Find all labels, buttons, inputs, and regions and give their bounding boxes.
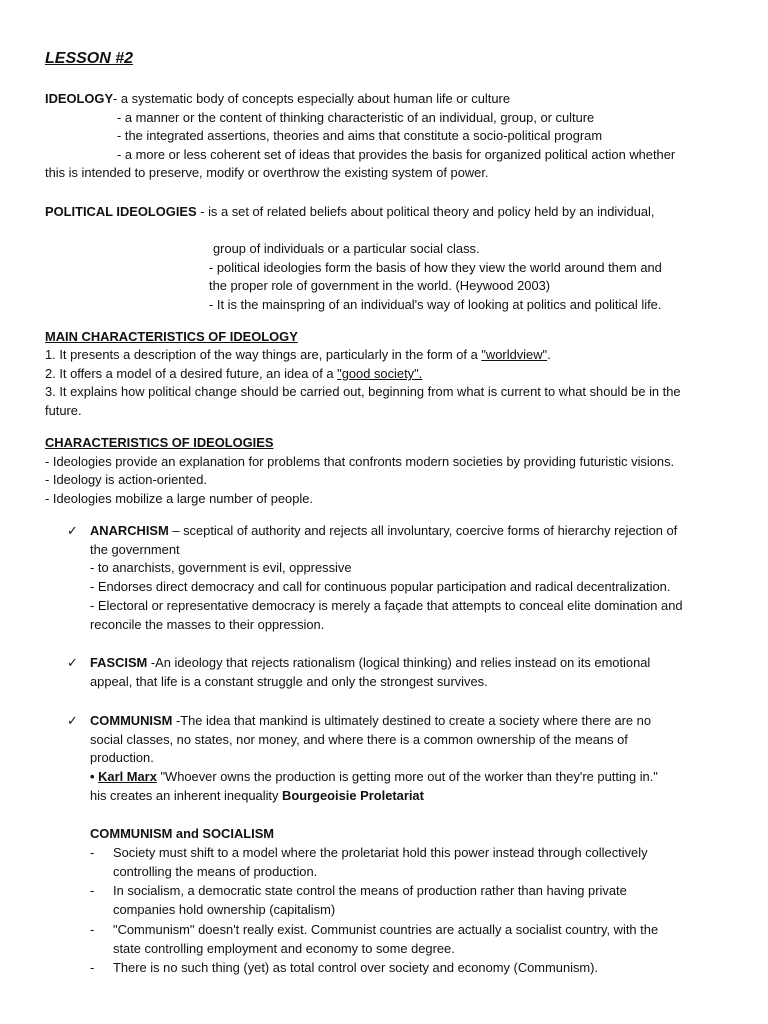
inequality-line [90, 787, 424, 806]
comm-social-item-3b: state controlling employment and economy to some degree. [113, 941, 455, 956]
anarchism-line-4a: - Electoral or representative democracy is merely a façade that attempts to conceal elite domination and [90, 598, 683, 613]
comm-social-item-2a: In socialism, a democratic state control the means of production rather than having private [113, 883, 627, 898]
main-char-1-end: . [547, 347, 551, 362]
main-char-1-text: 1. It presents a description of the way things are, particularly in the form of a [45, 347, 482, 362]
characteristics-heading: CHARACTERISTICS OF IDEOLOGIES [45, 435, 274, 450]
ideology-def-4b: this is intended to preserve, modify or overthrow the existing system of power. [45, 165, 489, 180]
communism-term: COMMUNISM [90, 713, 173, 728]
anarchism-definition [90, 522, 677, 541]
ideology-def-2: - a manner or the content of thinking characteristic of an individual, group, or culture [117, 110, 595, 125]
dash-icon: - [90, 960, 95, 975]
bourgeoisie-proletariat: Bourgeoisie Proletariat [282, 788, 424, 803]
fascism-definition [90, 654, 650, 673]
main-characteristic-3a: 3. It explains how political change should be carried out, beginning from what is current to what should be in the [45, 384, 681, 399]
communism-definition [90, 712, 651, 731]
communism-def-a: -The idea that mankind is ultimately destined to create a society where there are no [172, 713, 651, 728]
political-ideologies-line [45, 203, 655, 222]
communism-def-c: production. [90, 750, 154, 765]
fascism-term: FASCISM [90, 655, 148, 670]
fascism-def-a: -An ideology that rejects rationalism (logical thinking) and relies instead on its emotional [147, 655, 651, 670]
checkmark-icon: ✓ [67, 523, 78, 538]
anarchism-line-4b: reconcile the masses to their oppression. [90, 617, 325, 632]
ideology-def-1: - a systematic body of concepts especially about human life or culture [113, 91, 510, 106]
comm-social-item-4: There is no such thing (yet) as total control over society and economy (Communism). [113, 960, 599, 975]
main-char-2-text: 2. It offers a model of a desired future, an idea of a [45, 366, 338, 381]
anarchism-def-b: the government [90, 542, 180, 557]
lesson-title: LESSON #2 [45, 50, 134, 67]
political-def-2: group of individuals or a particular social class. [213, 241, 480, 256]
anarchism-term: ANARCHISM [90, 523, 169, 538]
comm-social-item-2b: companies hold ownership (capitalism) [113, 902, 336, 917]
ideology-def-4a: - a more or less coherent set of ideas that provides the basis for organized political action whether [117, 147, 676, 162]
dash-icon: - [90, 845, 95, 860]
characteristic-1: - Ideologies provide an explanation for problems that confronts modern societies by providing futuristic visions. [45, 454, 675, 469]
marx-quote: "Whoever owns the production is getting more out of the worker than they're putting in." [156, 769, 658, 784]
main-characteristics-heading: MAIN CHARACTERISTICS OF IDEOLOGY [45, 329, 298, 344]
inequality-text: his creates an inherent inequality [90, 788, 283, 803]
ideology-term: IDEOLOGY [45, 91, 114, 106]
main-characteristic-1 [45, 346, 551, 365]
main-characteristic-3b: future. [45, 403, 82, 418]
political-def-3a: - political ideologies form the basis of how they view the world around them and [209, 260, 662, 275]
characteristic-3: - Ideologies mobilize a large number of people. [45, 491, 313, 506]
anarchism-line-2: - to anarchists, government is evil, oppressive [90, 560, 352, 575]
good-society-link: "good society". [337, 366, 423, 381]
bullet-icon: • [90, 769, 99, 784]
karl-marx-name: Karl Marx [98, 769, 157, 784]
comm-social-item-3a: "Communism" doesn't really exist. Communist countries are actually a socialist country, with the [113, 922, 659, 937]
ideology-definition-line [45, 90, 510, 109]
ideology-def-3: - the integrated assertions, theories and aims that constitute a socio-political program [117, 128, 603, 143]
political-def-4: - It is the mainspring of an individual's way of looking at politics and political life. [209, 297, 662, 312]
marx-quote-line [90, 768, 658, 787]
communism-socialism-heading: COMMUNISM and SOCIALISM [90, 826, 275, 841]
political-def-1: - is a set of related beliefs about political theory and policy held by an individual, [196, 204, 655, 219]
dash-icon: - [90, 883, 95, 898]
political-def-3b: the proper role of government in the world. (Heywood 2003) [209, 278, 551, 293]
anarchism-line-3: - Endorses direct democracy and call for continuous popular participation and radical decentralization. [90, 579, 671, 594]
worldview-link: "worldview" [481, 347, 548, 362]
checkmark-icon: ✓ [67, 655, 78, 670]
comm-social-item-1b: controlling the means of production. [113, 864, 318, 879]
political-ideologies-term: POLITICAL IDEOLOGIES [45, 204, 197, 219]
fascism-def-b: appeal, that life is a constant struggle and only the strongest survives. [90, 674, 488, 689]
characteristic-2: - Ideology is action-oriented. [45, 472, 207, 487]
dash-icon: - [90, 922, 95, 937]
comm-social-item-1a: Society must shift to a model where the proletariat hold this power instead through collectively [113, 845, 648, 860]
communism-def-b: social classes, no states, nor money, and where there is a common ownership of the means of [90, 732, 628, 747]
main-characteristic-2 [45, 365, 422, 384]
anarchism-def-a: – sceptical of authority and rejects all involuntary, coercive forms of hierarchy rejection of [168, 523, 678, 538]
checkmark-icon: ✓ [67, 713, 78, 728]
